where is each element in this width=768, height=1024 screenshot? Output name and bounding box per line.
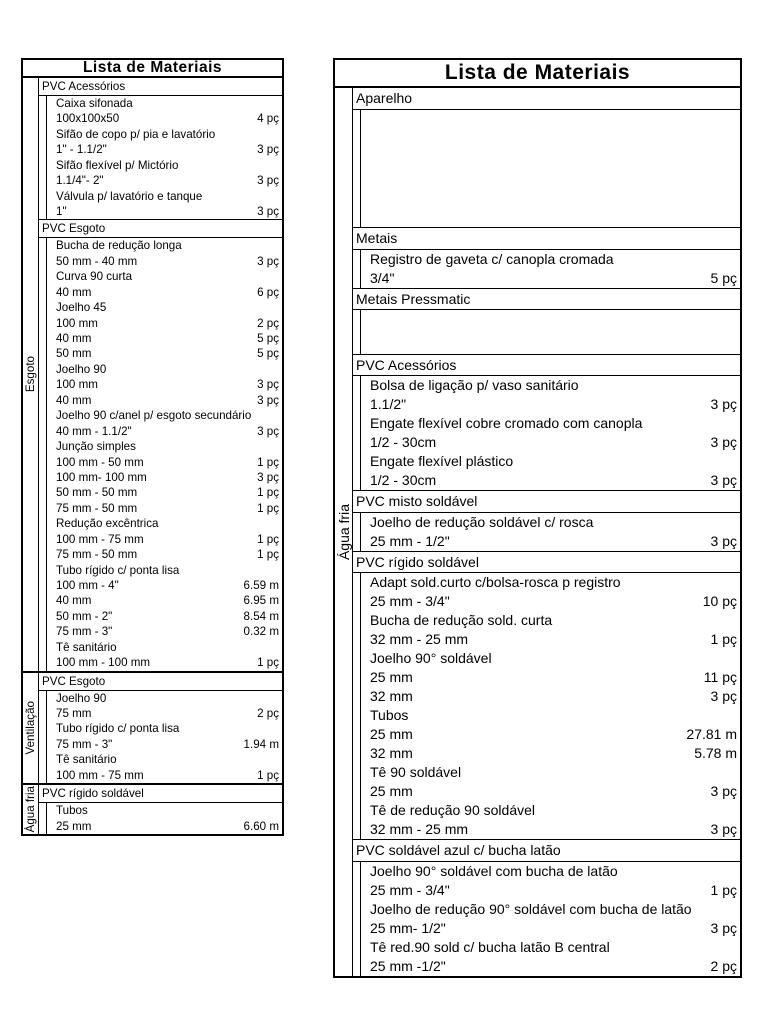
item-size: 75 mm - 50 mm <box>56 501 138 515</box>
item-description: Adapt sold.curto c/bolsa-rosca p registro <box>370 574 621 591</box>
item-size-row <box>47 173 282 188</box>
item-quantity: 1 pç <box>257 532 279 546</box>
group-label-vertical: Esgoto <box>23 356 37 393</box>
item-quantity: 3 pç <box>257 424 279 438</box>
section-items <box>46 238 282 670</box>
table-title: Lista de Materiais <box>23 60 282 78</box>
item-size-row <box>47 578 282 593</box>
material-group <box>23 78 282 673</box>
item-size-row <box>361 630 740 649</box>
section-header: PVC rígido soldável <box>39 785 282 803</box>
table-title: Lista de Materiais <box>335 60 740 88</box>
item-quantity: 2 pç <box>257 316 279 330</box>
item-size-row <box>47 609 282 624</box>
item-size: 100 mm - 75 mm <box>56 532 144 546</box>
item-size: 25 mm <box>370 669 413 686</box>
item-description: Tê sanitário <box>56 640 117 654</box>
item-description: Joelho de redução soldável c/ rosca <box>370 513 594 530</box>
material-group <box>23 673 282 786</box>
section-items <box>360 862 740 976</box>
section-header: PVC misto soldável <box>353 491 740 513</box>
item-size: 32 mm - 25 mm <box>370 631 469 648</box>
section-items <box>46 96 282 220</box>
material-section <box>353 88 740 228</box>
item-quantity: 1.94 m <box>243 737 279 751</box>
item-size-row <box>361 433 740 452</box>
section-items <box>360 250 740 288</box>
group-strip <box>23 673 39 784</box>
item-size: 100 mm <box>56 316 98 330</box>
item-size-row <box>361 395 740 414</box>
section-header: PVC rígido soldável <box>353 552 740 574</box>
material-section <box>353 840 740 976</box>
item-quantity: 3 pç <box>710 472 737 489</box>
item-size-row <box>361 881 740 900</box>
item-description: Tubos <box>56 804 88 818</box>
item-size-row <box>47 706 282 721</box>
item-size-row <box>361 744 740 763</box>
item-quantity: 3 pç <box>710 532 737 549</box>
group-content <box>39 785 282 834</box>
item-size: 40 mm <box>56 332 92 345</box>
item-size-row <box>47 737 282 752</box>
item-description: Tê de redução 90 soldável <box>370 802 535 819</box>
item-quantity: 3 pç <box>710 783 737 800</box>
item-size: 100 mm <box>56 378 98 392</box>
item-description: Bucha de redução sold. curta <box>370 612 553 629</box>
item-size: 50 mm - 40 mm <box>56 254 138 268</box>
item-description: Engate flexível plástico <box>370 453 514 470</box>
item-size: 32 mm - 25 mm <box>370 821 469 838</box>
item-size: 40 mm - 1.1/2" <box>56 424 132 438</box>
item-size-row <box>361 471 740 490</box>
group-strip <box>335 88 353 976</box>
item-size: 100 mm - 75 mm <box>56 768 144 782</box>
material-section <box>353 228 740 289</box>
item-description: Sifão de copo p/ pia e lavatório <box>56 127 216 141</box>
item-quantity: 1 pç <box>257 501 279 515</box>
item-size: 1" - 1.1/2" <box>56 143 107 157</box>
item-quantity: 1 pç <box>257 768 279 782</box>
item-description: Joelho 45 <box>56 301 107 315</box>
item-size-row <box>361 782 740 801</box>
item-quantity: 3 pç <box>257 470 279 484</box>
item-size: 100x100x50 <box>56 112 120 126</box>
item-size-row <box>47 532 282 547</box>
item-quantity: 10 pç <box>702 593 737 610</box>
group-label-vertical: Ventilação <box>23 701 37 755</box>
section-header: PVC Esgoto <box>39 673 282 691</box>
item-size: 25 mm -1/2" <box>370 957 446 974</box>
item-size-row <box>47 547 282 562</box>
item-description: Tubos <box>370 707 409 724</box>
section-items <box>360 376 740 490</box>
item-size: 100 mm- 100 mm <box>56 470 147 484</box>
item-size: 75 mm - 50 mm <box>56 548 138 562</box>
item-quantity: 1 pç <box>257 656 279 670</box>
item-quantity: 3 pç <box>710 821 737 838</box>
materials-table-right <box>333 58 742 978</box>
item-size-row <box>47 285 282 300</box>
item-quantity: 8.54 m <box>243 609 279 623</box>
material-section <box>353 355 740 492</box>
item-quantity: 2 pç <box>257 707 279 720</box>
item-description: Joelho 90 c/anel p/ esgoto secundário <box>56 409 252 423</box>
item-size: 25 mm - 3/4" <box>370 593 450 610</box>
group-label-vertical: Água fria <box>23 786 37 833</box>
item-quantity: 1 pç <box>710 881 737 898</box>
item-quantity: 6.60 m <box>243 819 279 833</box>
item-description: Redução excêntrica <box>56 517 159 531</box>
item-size: 1.1/4"- 2" <box>56 174 104 188</box>
item-size-row <box>361 269 740 288</box>
item-size: 40 mm <box>56 594 92 608</box>
item-size-row <box>47 331 282 346</box>
item-size-row <box>361 532 740 551</box>
section-header: PVC Acessórios <box>353 355 740 377</box>
item-size: 75 mm - 3" <box>56 737 113 751</box>
item-size-row <box>47 624 282 639</box>
item-size-row <box>361 919 740 938</box>
item-size-row <box>47 204 282 219</box>
item-quantity: 1 pç <box>257 455 279 469</box>
item-quantity: 6 pç <box>257 285 279 299</box>
item-size-row <box>47 485 282 500</box>
item-size-row <box>47 655 282 670</box>
item-quantity: 3 pç <box>710 434 737 451</box>
section-header: PVC Esgoto <box>39 220 282 238</box>
section-items <box>46 691 282 784</box>
section-items <box>360 573 740 839</box>
item-description: Joelho de redução 90° soldável com bucha de latão <box>370 900 692 917</box>
item-quantity: 27.81 m <box>686 726 737 743</box>
item-size-row <box>361 592 740 611</box>
material-section <box>39 785 282 834</box>
group-strip <box>23 785 39 834</box>
item-size-row <box>47 424 282 439</box>
material-section <box>39 673 282 784</box>
item-description: Joelho 90° soldável com bucha de latão <box>370 862 618 879</box>
item-size-row <box>47 142 282 157</box>
table-body <box>23 78 282 834</box>
item-quantity: 6.59 m <box>243 579 279 592</box>
item-quantity: 3 pç <box>257 378 279 392</box>
item-quantity: 11 pç <box>703 669 737 686</box>
item-size: 25 mm <box>370 783 413 800</box>
group-content <box>39 78 282 671</box>
material-group <box>23 785 282 834</box>
item-size: 3/4" <box>370 269 395 286</box>
item-size-row <box>47 254 282 269</box>
item-size: 1/2 - 30cm <box>370 434 437 451</box>
item-quantity: 3 pç <box>257 393 279 407</box>
item-size: 100 mm - 4" <box>56 579 119 592</box>
group-label-vertical: Água fria <box>335 503 352 561</box>
item-description: Joelho 90 <box>56 691 107 705</box>
section-items <box>46 803 282 834</box>
item-size: 75 mm - 3" <box>56 625 113 639</box>
item-size: 50 mm <box>56 347 92 361</box>
section-header: Aparelho <box>353 88 740 110</box>
item-size-row <box>47 316 282 331</box>
section-header: Metais Pressmatic <box>353 289 740 311</box>
item-description: Válvula p/ lavatório e tanque <box>56 189 203 203</box>
item-quantity: 3 pç <box>257 143 279 157</box>
item-size-row <box>47 393 282 408</box>
item-description: Joelho 90 <box>56 362 107 376</box>
item-size: 50 mm - 2" <box>56 609 113 623</box>
item-description: Tê red.90 sold c/ bucha latão B central <box>370 938 610 955</box>
table-body <box>335 88 740 976</box>
item-size-row <box>47 768 282 783</box>
item-size: 1" <box>56 205 67 218</box>
item-quantity: 3 pç <box>710 919 737 936</box>
item-quantity: 1 pç <box>710 631 737 648</box>
item-size: 40 mm <box>56 393 92 407</box>
item-quantity: 5 pç <box>257 332 279 345</box>
item-size: 32 mm <box>370 688 413 705</box>
item-size: 1/2 - 30cm <box>370 472 437 489</box>
item-description: Joelho 90° soldável <box>370 650 492 667</box>
materials-table-left <box>21 58 284 836</box>
item-size-row <box>361 957 740 976</box>
section-items <box>360 310 740 354</box>
item-size-row <box>47 470 282 485</box>
item-description: Junção simples <box>56 440 136 454</box>
item-size-row <box>361 687 740 706</box>
section-header: PVC soldável azul c/ bucha latão <box>353 840 740 862</box>
item-quantity: 3 pç <box>710 396 737 413</box>
group-content <box>39 673 282 784</box>
item-size-row <box>47 501 282 516</box>
item-quantity: 6.95 m <box>243 594 279 608</box>
material-section <box>39 220 282 670</box>
material-section <box>353 491 740 552</box>
section-header: Metais <box>353 228 740 250</box>
material-section <box>353 289 740 355</box>
item-quantity: 3 pç <box>710 688 737 705</box>
item-size: 50 mm - 50 mm <box>56 486 138 500</box>
item-size-row <box>47 593 282 608</box>
item-size: 25 mm <box>56 819 92 833</box>
item-size: 100 mm - 50 mm <box>56 455 144 469</box>
item-description: Tê sanitário <box>56 753 117 767</box>
item-quantity: 4 pç <box>257 112 279 126</box>
item-quantity: 0.32 m <box>243 625 279 639</box>
material-section <box>39 78 282 220</box>
item-size-row <box>47 111 282 126</box>
item-size: 100 mm - 100 mm <box>56 656 151 670</box>
item-size: 32 mm <box>370 745 413 762</box>
item-quantity: 1 pç <box>257 486 279 500</box>
item-size-row <box>361 820 740 839</box>
item-size-row <box>47 377 282 392</box>
section-header: PVC Acessórios <box>39 78 282 96</box>
item-size: 1.1/2" <box>370 396 407 413</box>
item-description: Tubo rígido c/ ponta lisa <box>56 563 180 577</box>
item-size-row <box>47 819 282 834</box>
item-size: 25 mm - 3/4" <box>370 881 450 898</box>
material-group <box>335 88 740 976</box>
item-description: Tubo rígido c/ ponta lisa <box>56 722 180 736</box>
item-size-row <box>361 668 740 687</box>
item-quantity: 5 pç <box>710 269 737 286</box>
section-items <box>360 110 740 228</box>
item-quantity: 3 pç <box>257 174 279 188</box>
item-description: Bolsa de ligação p/ vaso sanitário <box>370 377 579 394</box>
section-items <box>360 513 740 551</box>
item-description: Sifão flexível p/ Mictório <box>56 158 179 172</box>
item-description: Engate flexível cobre cromado com canopla <box>370 415 643 432</box>
item-size-row <box>47 346 282 361</box>
item-quantity: 2 pç <box>710 957 737 974</box>
material-section <box>353 552 740 841</box>
item-description: Bucha de redução longa <box>56 239 182 253</box>
item-description: Registro de gaveta c/ canopla cromada <box>370 250 614 267</box>
item-size: 25 mm - 1/2" <box>370 532 450 549</box>
item-size: 25 mm <box>370 726 413 743</box>
item-size-row <box>361 725 740 744</box>
item-size: 75 mm <box>56 707 92 720</box>
item-quantity: 5.78 m <box>694 745 737 762</box>
item-quantity: 3 pç <box>257 205 279 218</box>
item-description: Caixa sifonada <box>56 96 133 110</box>
item-size-row <box>47 455 282 470</box>
item-quantity: 3 pç <box>257 254 279 268</box>
item-size: 25 mm- 1/2" <box>370 919 446 936</box>
item-description: Curva 90 curta <box>56 270 133 284</box>
group-strip <box>23 78 39 671</box>
group-content <box>353 88 740 976</box>
item-description: Tê 90 soldável <box>370 764 462 781</box>
item-quantity: 5 pç <box>257 347 279 361</box>
item-quantity: 1 pç <box>257 548 279 562</box>
item-size: 40 mm <box>56 285 92 299</box>
